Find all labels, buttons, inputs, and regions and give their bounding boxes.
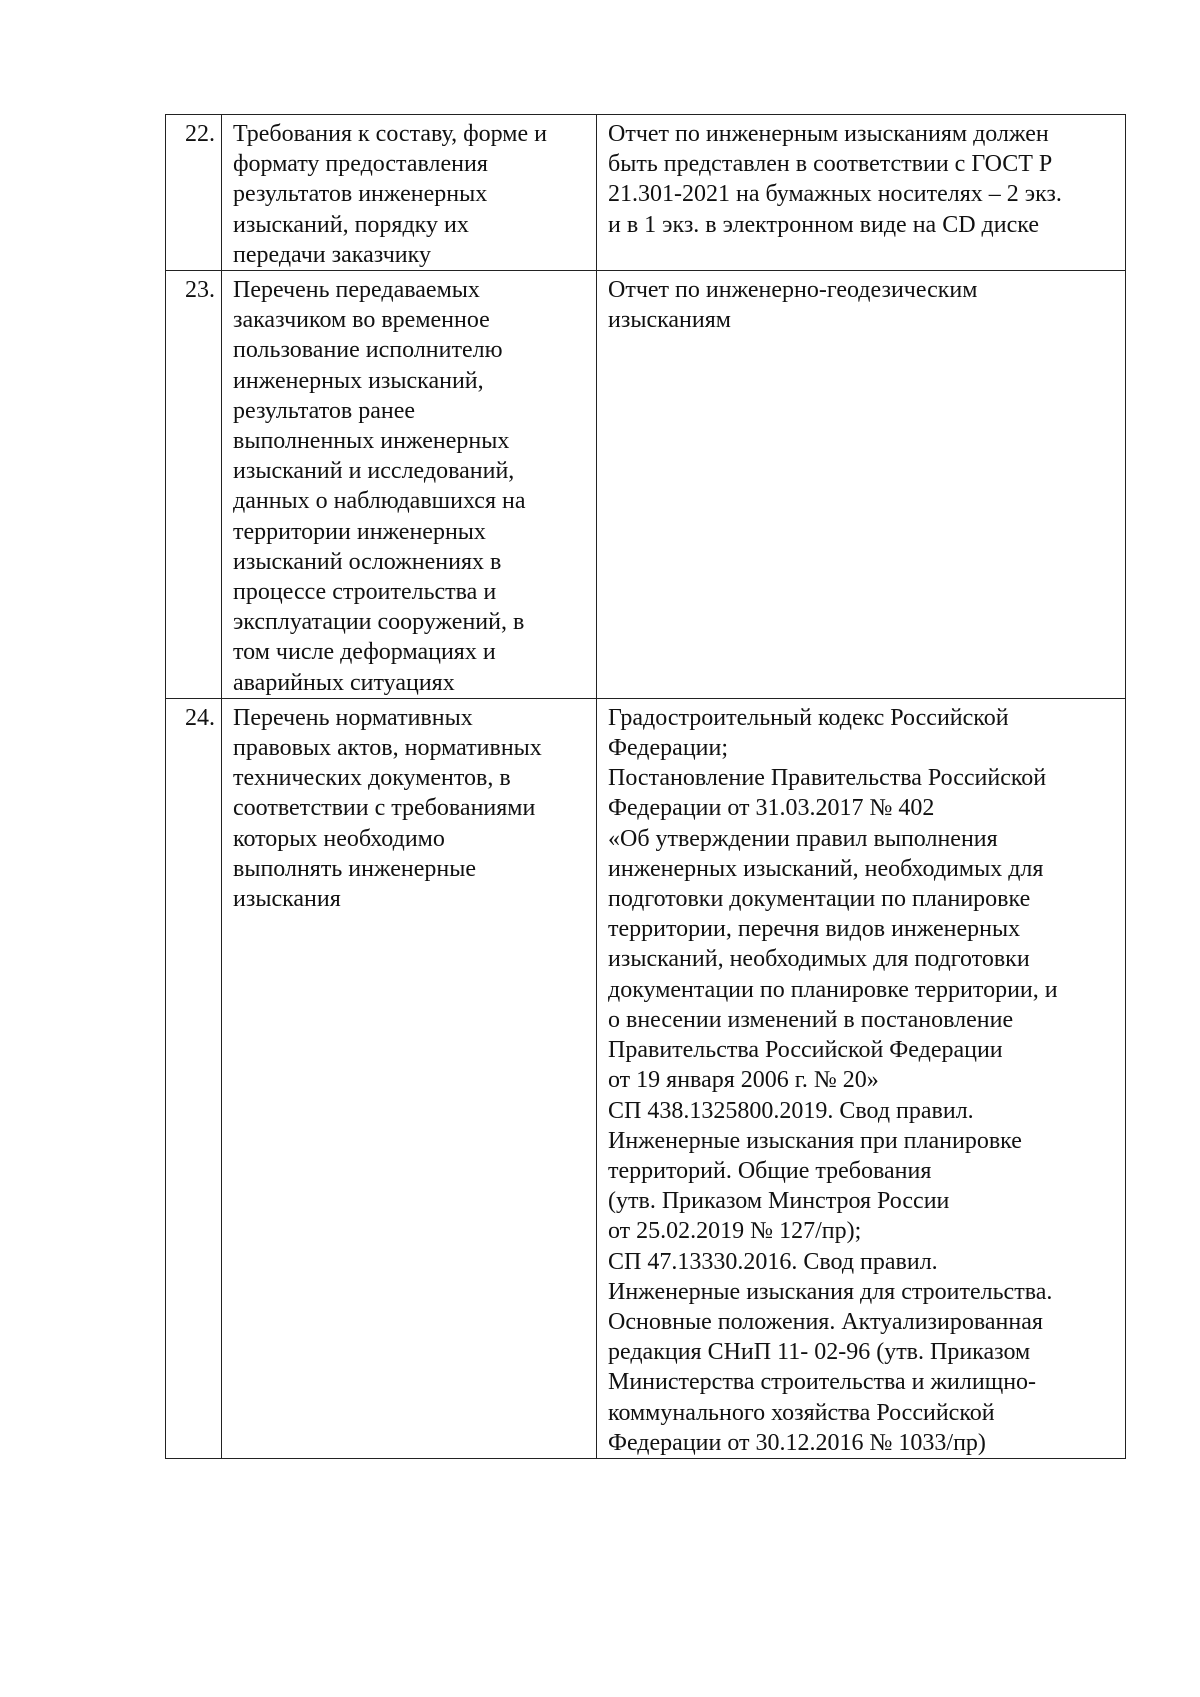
text-line: территории инженерных [233,518,486,545]
text-line: СП 438.1325800.2019. Свод правил. [608,1097,974,1124]
text-line: быть представлен в соответствии с ГОСТ Р [608,151,1053,178]
text-line: о внесении изменений в постановление [608,1006,1014,1033]
table-row-22 [166,115,1126,271]
requirements-table-body [166,115,1126,1459]
row-number-cell [166,698,222,1458]
text-line: изысканий, порядку их [233,211,469,238]
text-line: выполнять инженерные [233,855,476,882]
text-line: Градостроительный кодекс Российской [608,704,1009,731]
text-line: Федерации от 30.12.2016 № 1033/пр) [608,1429,986,1456]
text-line: изысканий и исследований, [233,458,515,485]
text-line: Отчет по инженерно-геодезическим [608,277,978,304]
text-line: Перечень нормативных [233,704,473,731]
text-line: технических документов, в [233,765,511,792]
text-line: процессе строительства и [233,579,497,606]
text-line: СП 47.13330.2016. Свод правил. [608,1248,938,1275]
text-line: правовых актов, нормативных [233,735,542,762]
row-number-cell [166,271,222,699]
text-line: пользование исполнителю [233,337,503,364]
text-line: Федерации; [608,735,729,762]
requirement-value-cell [597,698,1126,1458]
text-line: выполненных инженерных [233,428,510,455]
text-line: Правительства Российской Федерации [608,1037,1003,1064]
row-number: 22. [185,121,215,147]
text-line: изысканий осложнениях в [233,548,502,575]
text-line: Постановление Правительства Российской [608,765,1047,792]
text-line: Требования к составу, форме и [233,121,547,147]
requirement-name-cell [222,115,597,271]
table-row-24 [166,698,1126,1458]
text-line: заказчиком во временное [233,307,490,334]
row-number: 24. [185,704,215,731]
text-line: которых необходимо [233,825,445,852]
table-row-23 [166,271,1126,699]
text-line: от 25.02.2019 № 127/пр); [608,1218,862,1245]
text-line: Отчет по инженерным изысканиям должен [608,121,1049,147]
text-line: изысканий, необходимых для подготовки [608,946,1030,973]
text-line: Инженерные изыскания для строительства. [608,1278,1053,1305]
text-line: передачи заказчику [233,241,431,268]
text-line: изысканиям [608,307,731,334]
text-line: 21.301-2021 на бумажных носителях – 2 экз. [608,181,1062,208]
text-line: документации по планировке территории, и [608,976,1058,1003]
text-line: от 19 января 2006 г. № 20» [608,1067,879,1094]
text-line: эксплуатации сооружений, в [233,609,525,636]
text-line: инженерных изысканий, [233,367,484,394]
requirements-table [165,114,1126,1459]
text-line: коммунального хозяйства Российской [608,1399,995,1426]
text-line: данных о наблюдавшихся на [233,488,526,515]
text-line: формату предоставления [233,151,488,178]
text-line: территории, перечня видов инженерных [608,916,1021,943]
row-number: 23. [185,277,215,304]
text-line: изыскания [233,886,341,913]
row-number-cell [166,115,222,271]
text-line: и в 1 экз. в электронном виде на CD диске [608,211,1039,238]
text-line: Основные положения. Актуализированная [608,1308,1043,1335]
text-line: территорий. Общие требования [608,1157,932,1184]
text-line: Инженерные изыскания при планировке [608,1127,1022,1154]
text-line: (утв. Приказом Минстроя России [608,1188,950,1215]
text-line: Министерства строительства и жилищно- [608,1369,1037,1396]
text-line: «Об утверждении правил выполнения [608,825,998,852]
requirement-name-cell [222,271,597,699]
text-line: Перечень передаваемых [233,277,480,304]
text-line: результатов ранее [233,397,415,424]
requirement-value-cell [597,271,1126,699]
text-line: соответствии с требованиями [233,795,536,822]
text-line: том числе деформациях и [233,639,496,666]
requirement-name-cell [222,698,597,1458]
text-line: подготовки документации по планировке [608,886,1031,913]
text-line: аварийных ситуациях [233,669,455,696]
text-line: результатов инженерных [233,181,488,208]
text-line: Федерации от 31.03.2017 № 402 [608,795,935,822]
text-line: редакция СНиП 11- 02-96 (утв. Приказом [608,1339,1031,1366]
text-line: инженерных изысканий, необходимых для [608,855,1044,882]
requirement-value-cell [597,115,1126,271]
